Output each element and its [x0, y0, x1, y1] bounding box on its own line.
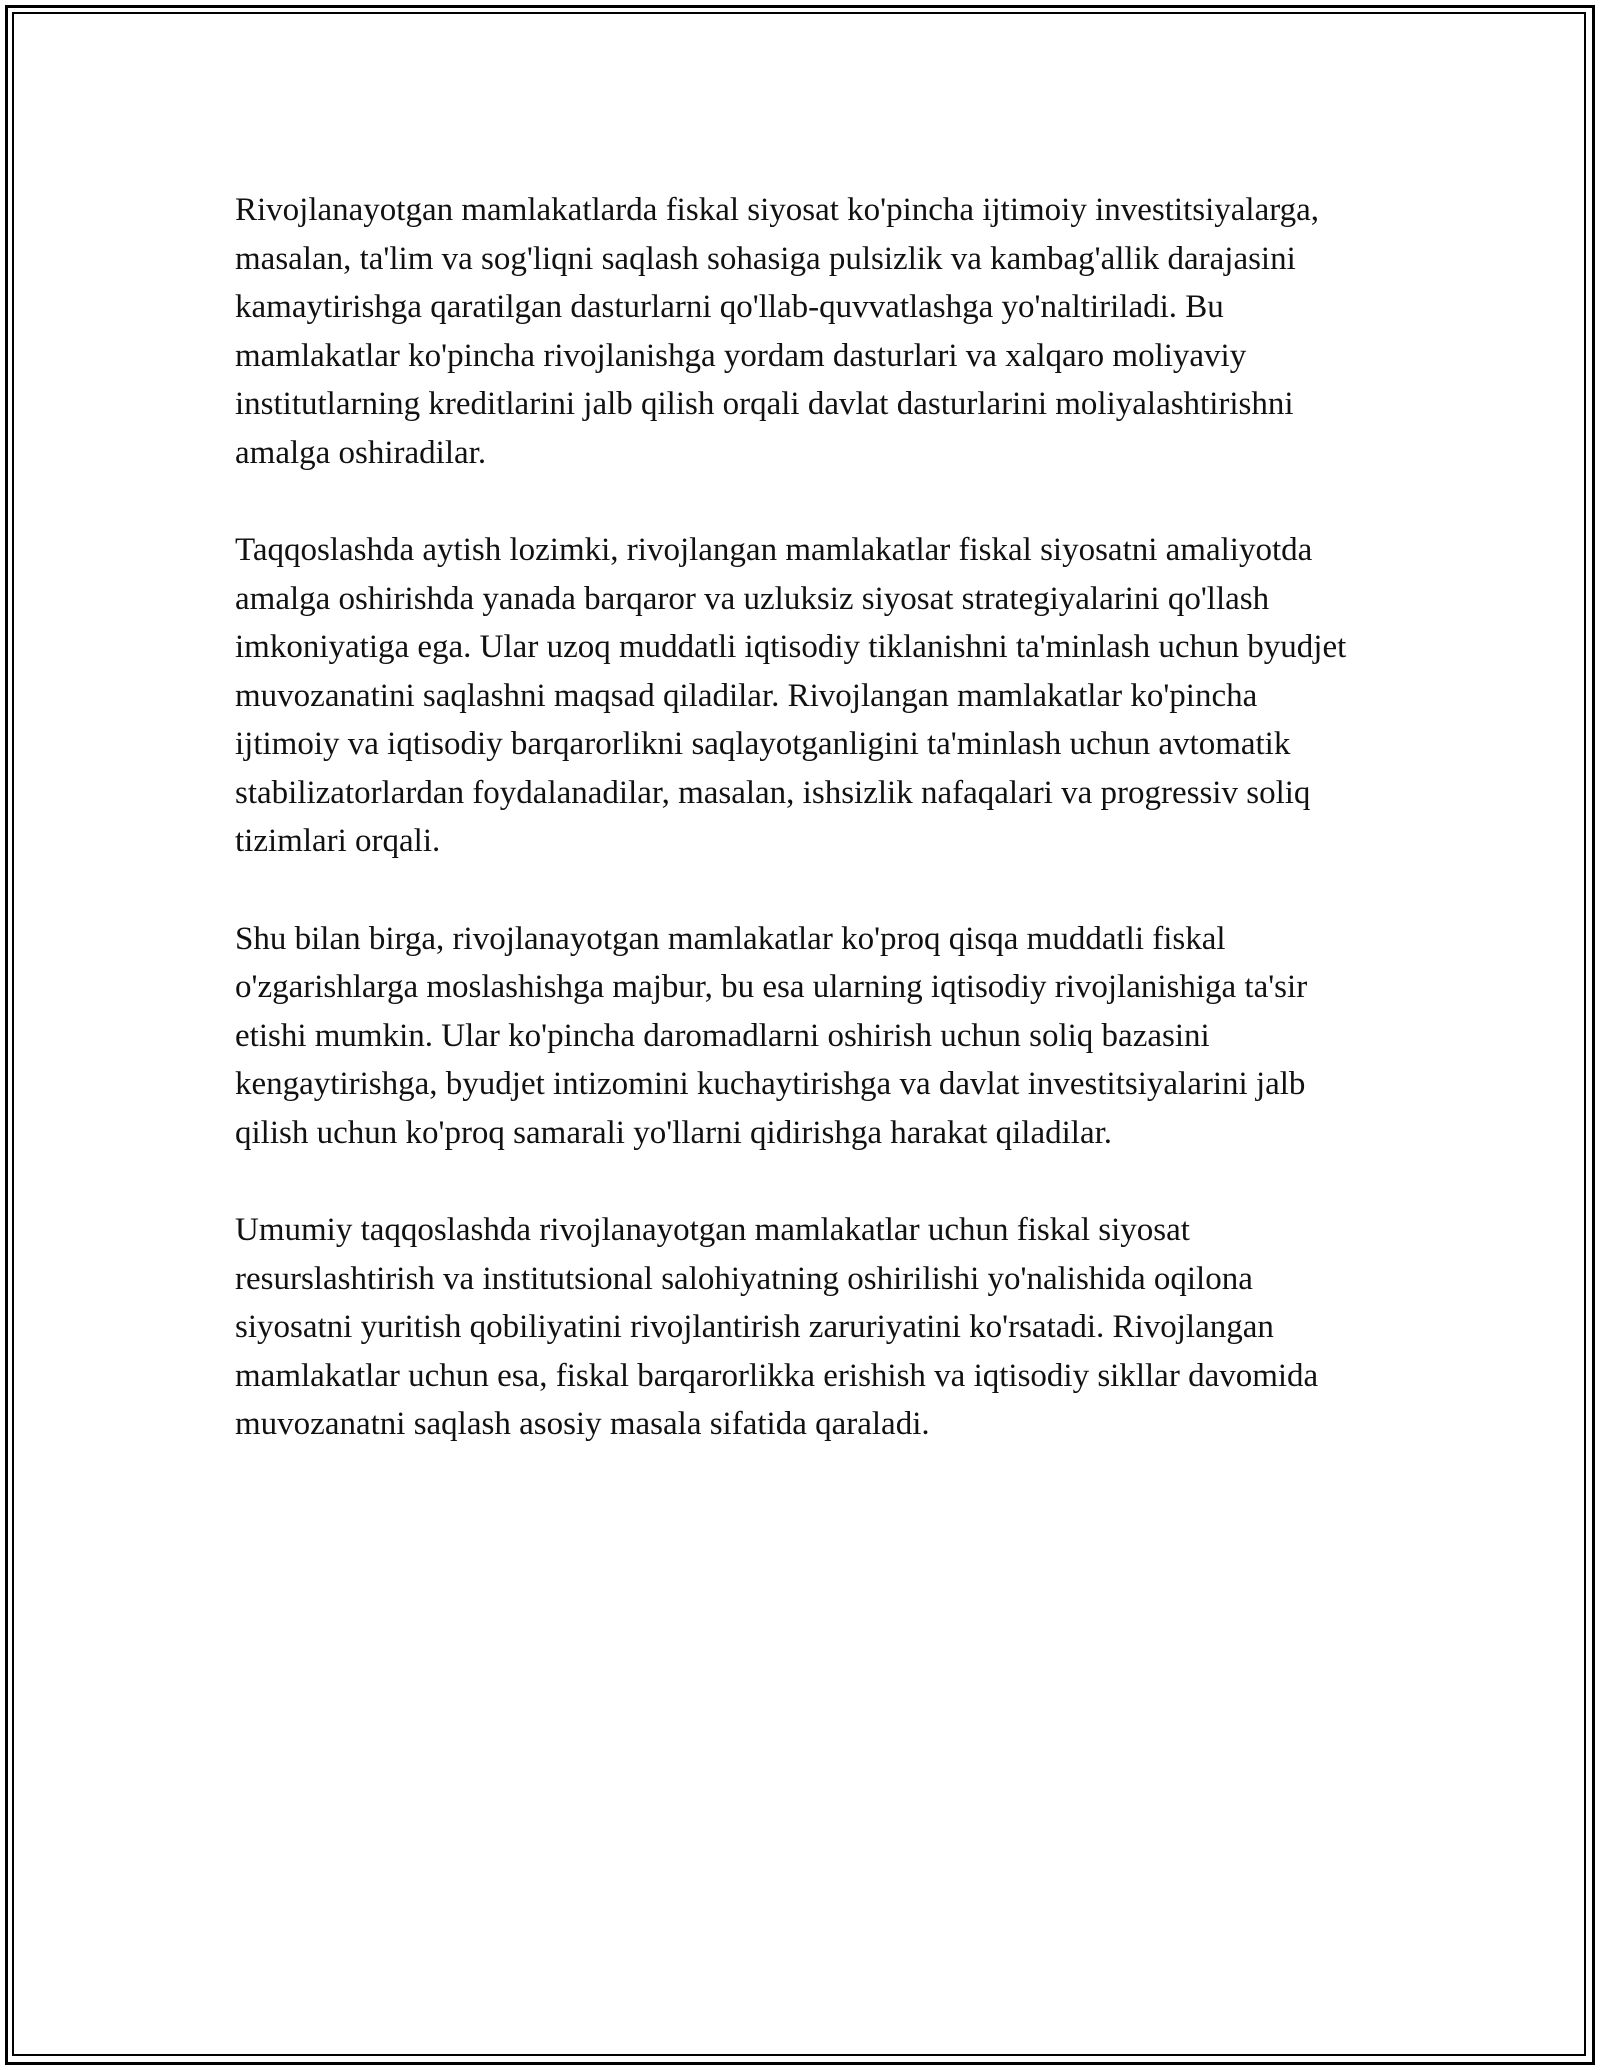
paragraph-3: Shu bilan birga, rivojlanayotgan mamlakatlar ko'proq qisqa muddatli fiskal o'zgarishlarga moslashishga majbur, bu esa ularning iqtisodiy rivojlanishiga ta'sir etishi mumkin. Ular ko'pincha daromadlarni oshirish uchun soliq bazasini kengaytirishga, byudjet intizomini kuchaytirishga va davlat investitsiyalarini jalb qilish uchun ko'proq samarali yo'llarni qidirishga harakat qiladilar. — [235, 920, 1308, 1151]
paragraph-1: Rivojlanayotgan mamlakatlarda fiskal siyosat ko'pincha ijtimoiy investitsiyalarga, masalan, ta'lim va sog'liqni saqlash sohasiga pulsizlik va kambag'allik darajasini kamaytirishga qaratilgan dasturlarni qo'llab-quvvatlashga yo'naltiriladi. Bu mamlakatlar ko'pincha rivojlanishga yordam dasturlari va xalqaro moliyaviy institutlarning kreditlarini jalb qilish orqali davlat dasturlarini moliyalashtirishni amalga oshiradilar. — [235, 192, 1320, 471]
paragraph-4: Umumiy taqqoslashda rivojlanayotgan mamlakatlar uchun fiskal siyosat resurslashtirish va institutsional salohiyatning oshirilishi yo'nalishida oqilona siyosatni yuritish qobiliyatini rivojlantirish zaruriyatini ko'rsatadi. Rivojlangan mamlakatlar uchun esa, fiskal barqarorlikka erishish va iqtisodiy sikllar davomida muvozanatni saqlash asosiy masala sifatida qaraladi. — [235, 1212, 1319, 1442]
document-body — [235, 186, 1365, 1449]
paragraph-2: Taqqoslashda aytish lozimki, rivojlangan mamlakatlar fiskal siyosatni amaliyotda amalga oshirishda yanada barqaror va uzluksiz siyosat strategiyalarini qo'llash imkoniyatiga ega. Ular uzoq muddatli iqtisodiy tiklanishni ta'minlash uchun byudjet muvozanatini saqlashni maqsad qiladilar. Rivojlangan mamlakatlar ko'pincha ijtimoiy va iqtisodiy barqarorlikni saqlayotganligini ta'minlash uchun avtomatik stabilizatorlardan foydalanadilar, masalan, ishsizlik nafaqalari va progressiv soliq tizimlari orqali. — [235, 532, 1347, 859]
